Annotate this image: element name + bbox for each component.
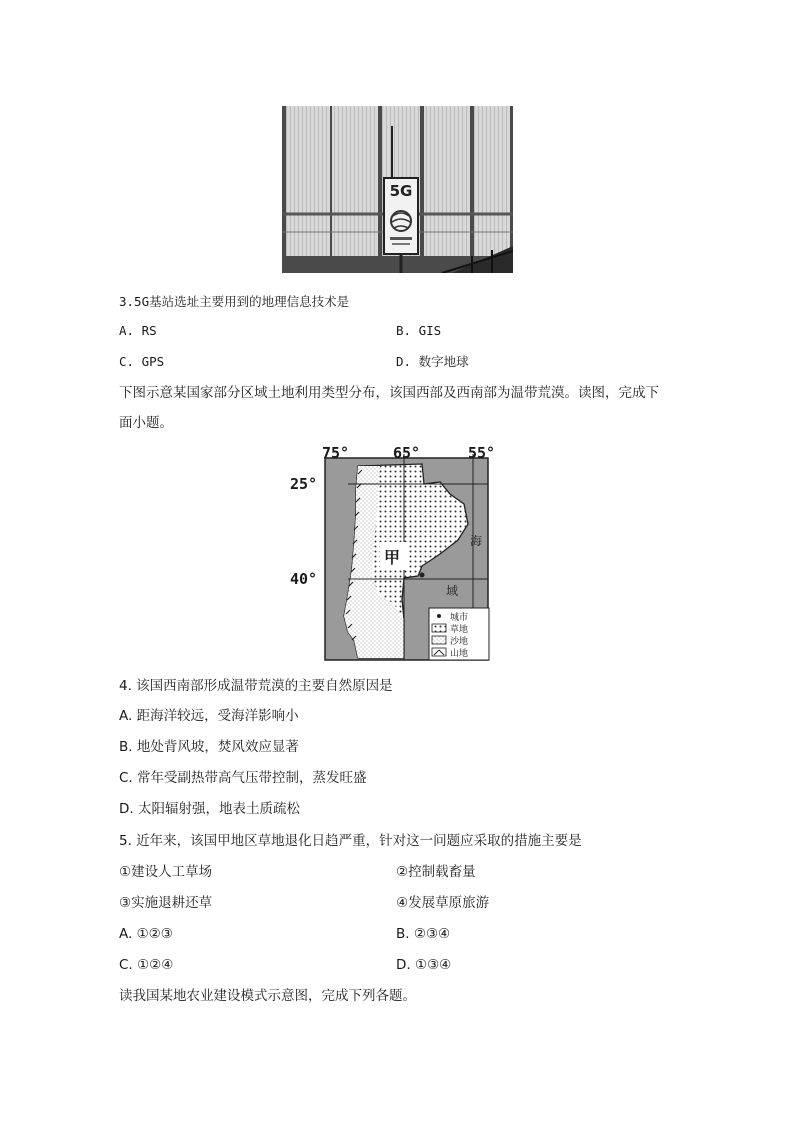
- q5-option-d: D. ①③④: [396, 957, 452, 973]
- legend-grassland: 草地: [450, 625, 469, 635]
- intro-line-1: 下图示意某国家部分区域土地利用类型分布，该国西部及西南部为温带荒漠。读图，完成下: [119, 385, 659, 401]
- region-jia-label: 甲: [384, 548, 401, 567]
- legend-sand: 沙地: [450, 637, 469, 647]
- sea-label-yu: 域: [446, 584, 459, 598]
- lat-label-40: 40°: [290, 570, 318, 588]
- legend-city: 城市: [450, 613, 469, 623]
- q5-option-a: A. ①②③: [119, 926, 173, 942]
- question-4-stem: 4. 该国西南部形成温带荒漠的主要自然原因是: [119, 678, 393, 694]
- q3-option-b: B. GIS: [396, 323, 442, 338]
- land-use-map: [290, 444, 496, 668]
- q4-option-a: A. 距海洋较远，受海洋影响小: [119, 708, 299, 724]
- q5-item-2: ②控制载畜量: [396, 864, 476, 880]
- lon-label-55: 55°: [468, 444, 496, 462]
- q5-item-3: ③实施退耕还草: [119, 895, 213, 911]
- question-3-stem: 3.5G基站选址主要用到的地理信息技术是: [119, 294, 350, 309]
- legend-mountain: 山地: [450, 649, 469, 659]
- lon-label-75: 75°: [322, 444, 350, 462]
- 5g-sign-label: 5G: [389, 182, 413, 200]
- q4-option-d: D. 太阳辐射强，地表土质疏松: [119, 801, 300, 817]
- q4-option-c: C. 常年受副热带高气压带控制，蒸发旺盛: [119, 770, 367, 786]
- q5-option-b: B. ②③④: [396, 926, 451, 942]
- sea-label-hai: 海: [470, 534, 483, 548]
- lat-label-25: 25°: [290, 475, 318, 493]
- question-5-stem: 5. 近年来，该国甲地区草地退化日趋严重，针对这一问题应采取的措施主要是: [119, 833, 582, 849]
- 5g-base-station-photo: [282, 106, 513, 273]
- intro-line-2: 面小题。: [119, 415, 173, 431]
- q3-option-c: C. GPS: [119, 354, 165, 369]
- q4-option-b: B. 地处背风坡，焚风效应显著: [119, 739, 299, 755]
- q5-item-1: ①建设人工草场: [119, 864, 213, 880]
- closing-instruction: 读我国某地农业建设模式示意图，完成下列各题。: [119, 988, 416, 1004]
- q3-option-d: D. 数字地球: [396, 354, 469, 369]
- q5-item-4: ④发展草原旅游: [396, 895, 490, 911]
- q5-option-c: C. ①②④: [119, 957, 174, 973]
- lon-label-65: 65°: [393, 444, 421, 462]
- q3-option-a: A. RS: [119, 323, 157, 338]
